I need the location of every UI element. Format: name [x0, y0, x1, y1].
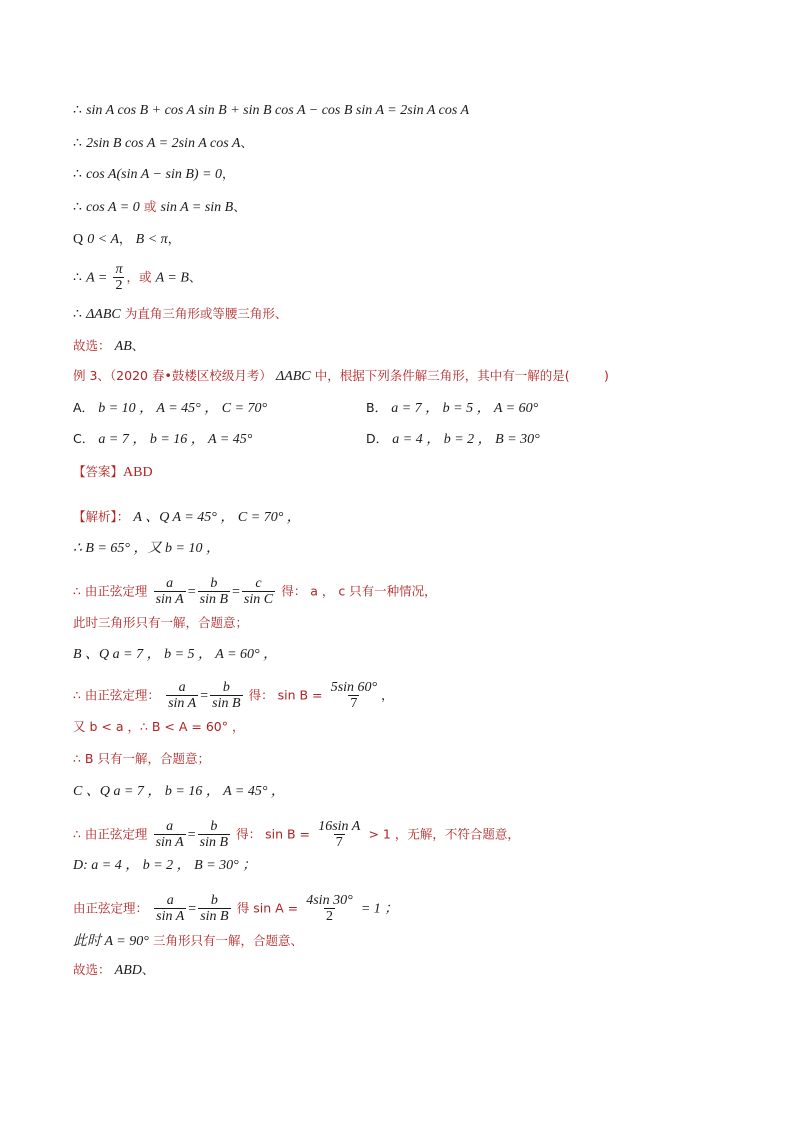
- analysis-a1: 【解析】： A 、Q A = 45° ， C = 70° ，: [73, 509, 301, 525]
- therefore-symbol: ∴: [73, 307, 82, 322]
- step-8: 故选： AB、: [73, 338, 145, 354]
- option-a: A． b = 10 ， A = 45° ， C = 70°: [73, 400, 268, 416]
- analysis-b3: 又 b < a ，∴ B < A = 60° ，: [73, 719, 245, 734]
- therefore-symbol: ∴: [73, 103, 82, 118]
- therefore-symbol: ∴: [73, 270, 82, 286]
- step-5: Q 0 < A， B < π，: [73, 231, 181, 247]
- analysis-b2: ∴ 由正弦定理： $\frac{a}{\text{sin A}}$ = $\frac{b}{\text{sin B}}$ 得： sin B = $\frac{5\sin 60^\circ}{7}$ ，: [73, 680, 394, 711]
- analysis-d3: 此时 A = 90° 三角形只有一解，合题意、: [73, 933, 304, 949]
- step-3-expr: cos A(sin A − sin B) = 0: [86, 167, 223, 182]
- analysis-d1: D: a = 4 ， b = 2 ， B = 30° ；: [73, 858, 257, 873]
- step-6: ∴ A = $\frac{\pi}{2}$ ，或 A = B、: [73, 262, 202, 293]
- step-1: [73, 102, 469, 120]
- fraction-5sin60-over-7: $\frac{5\sin 60^\circ}{7}$: [330, 680, 378, 711]
- analysis-d2: 由正弦定理： $\frac{a}{\text{sin A}}$ = $\frac{b}{\text{sin B}}$ 得 sin A = $\frac{4\sin 30^\circ}{2}$ = 1 ；: [73, 893, 399, 924]
- pi-over-2-fraction: $\frac{\pi}{2}$: [115, 262, 123, 293]
- therefore-symbol: ∴: [73, 167, 82, 182]
- fraction-c-over-sinC: $\frac{c}{\text{sin C}}$: [243, 576, 274, 607]
- analysis-a2: ∴ B = 65° ，又 b = 10 ，: [73, 541, 220, 556]
- answer-value: ABD: [123, 465, 153, 480]
- step-3: ∴ cos A(sin A − sin B) = 0，: [73, 166, 235, 182]
- fraction-a-over-sinA: $\frac{a}{\text{sin A}}$: [155, 576, 184, 607]
- step-2: ∴ 2sin B cos A = 2sin A cos A、: [73, 135, 253, 151]
- analysis-a3: ∴ 由正弦定理 $\frac{a}{\text{sin A}}$ = $\frac{b}{\text{sin B}}$ = $\frac{c}{\text{sin C}}$ 得： a ， c 只有一种情况，: [73, 576, 437, 607]
- analysis-c1: C 、Q a = 7 ， b = 16 ， A = 45° ，: [73, 784, 285, 799]
- step-4: ∴ cos A = 0 或 sin A = sin B、: [73, 199, 246, 215]
- therefore-symbol: ∴: [73, 200, 82, 215]
- analysis-b1: B 、Q a = 7 ， b = 5 ， A = 60° ，: [73, 647, 278, 662]
- therefore-symbol: ∴: [73, 136, 82, 151]
- step-1-expr: sin A cos B + cos A sin B + sin B cos A − cos B sin A = 2sin A cos A: [86, 103, 470, 118]
- answer-line: 【答案】ABD: [73, 464, 153, 480]
- fraction-16sinA-over-7: $\frac{\text{16sin A}}{7}$: [318, 819, 361, 850]
- step-7: ∴ ΔABC 为直角三角形或等腰三角形、: [73, 306, 288, 322]
- because-symbol: Q: [73, 232, 84, 247]
- fraction-4sin30-over-2: $\frac{4\sin 30^\circ}{2}$: [306, 893, 353, 924]
- option-d: D． a = 4 ， b = 2 ， B = 30°: [366, 431, 540, 447]
- analysis-final: 故选： ABD、: [73, 962, 155, 978]
- option-c: C． a = 7 ， b = 16 ， A = 45°: [73, 431, 253, 447]
- analysis-a4: 此时三角形只有一解，合题意；: [73, 615, 249, 630]
- analysis-b4: ∴ B 只有一解，合题意；: [73, 751, 210, 766]
- option-b: B． a = 7 ， b = 5 ， A = 60°: [366, 400, 539, 416]
- step-2-expr: 2sin B cos A = 2sin A cos A: [86, 136, 241, 151]
- example-3-question: 例 3、（2020 春•鼓楼区校级月考） ΔABC 中，根据下列条件解三角形，其中有一解的是( ): [73, 368, 609, 384]
- fraction-b-over-sinB: $\frac{b}{\text{sin B}}$: [199, 576, 229, 607]
- analysis-c2: ∴ 由正弦定理 $\frac{a}{\text{sin A}}$ = $\frac{b}{\text{sin B}}$ 得： sin B = $\frac{\text{16sin A}}{7}$ > 1 ，无解，不符合题意，: [73, 819, 520, 850]
